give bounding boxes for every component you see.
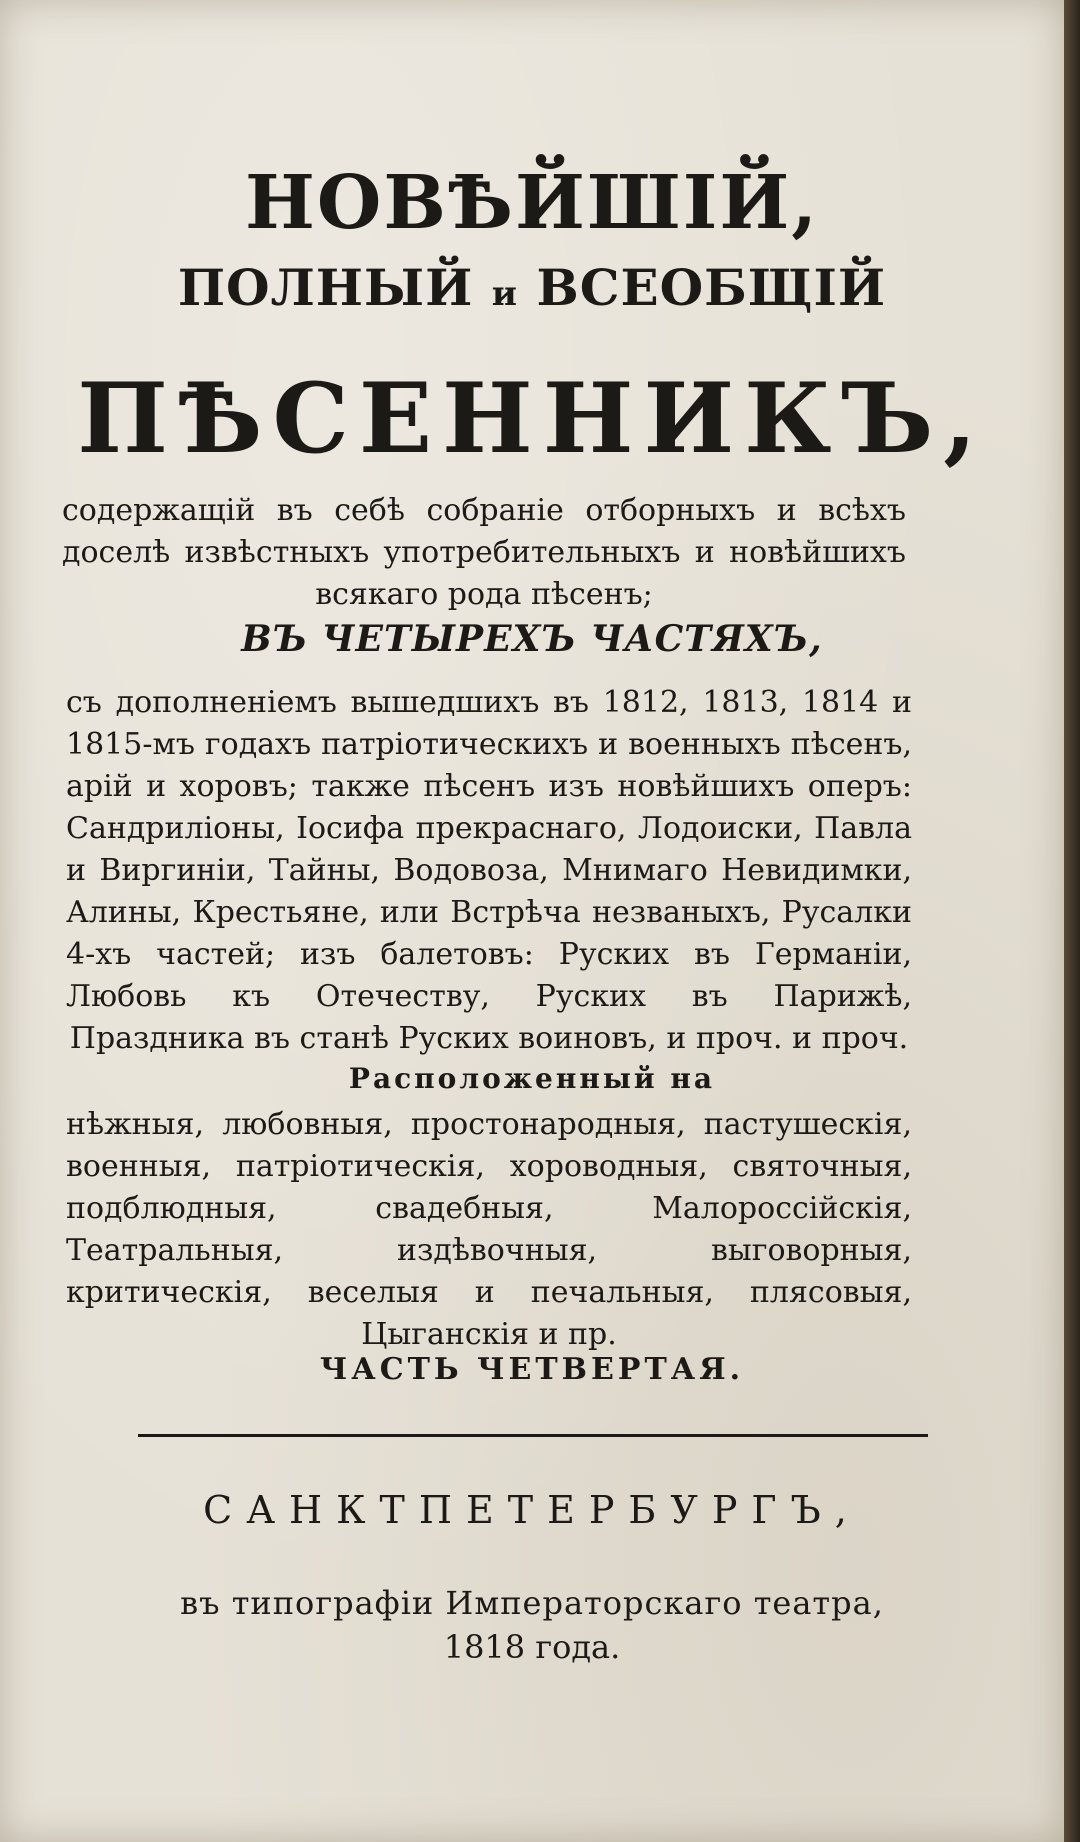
year-imprint: 1818 года. bbox=[443, 1628, 621, 1666]
title-word-universal: ВСЕОБЩІЙ bbox=[536, 258, 887, 317]
genres-paragraph: нѣжныя, любовныя, простонародныя, пастушескія, военныя, патріотическія, хороводныя, святочныя, подблюдныя, свадебныя, Малороссійскія, Театральныя, издѣвочныя, выговорныя, критическія, веселыя и печальныя, плясовыя, Цыганскія и пр. bbox=[66, 1107, 912, 1352]
title-line-2 bbox=[0, 258, 1064, 317]
supplement-paragraph: съ дополненіемъ вышедшихъ въ 1812, 1813, 1814 и 1815-мъ годахъ патріотическихъ и военныхъ пѣсенъ, арій и хоровъ; также пѣсенъ изъ новѣйшихъ оперъ: Сандриліоны, Іосифа прекраснаго, Лодоиски, Павла и Виргиніи, Тайны, Водовоза, Мнимаго Невидимки, Алины, Крестьяне, или Встрѣча незваныхъ, Русалки 4-хъ частей; изъ балетовъ: Руских въ Германіи, Любовь къ Отечеству, Руских въ Парижѣ, Праздника въ станѣ Руских воиновъ, и проч. и проч. bbox=[66, 685, 912, 1056]
printer-imprint: въ типографіи Императорскаго театра, bbox=[180, 1584, 884, 1622]
city-imprint: САНКТПЕТЕРБУРГЪ, bbox=[203, 1488, 861, 1532]
title-word-and: и bbox=[491, 274, 519, 314]
part-number: ЧАСТЬ ЧЕТВЕРТАЯ. bbox=[319, 1352, 745, 1387]
arranged-label: Расположенный на bbox=[348, 1062, 716, 1095]
title-word-full: ПОЛНЫЙ bbox=[177, 258, 474, 317]
book-edge bbox=[1064, 0, 1080, 1842]
divider-rule bbox=[138, 1434, 928, 1437]
description-paragraph: содержащій въ себѣ собраніе отборныхъ и всѣхъ доселѣ извѣстныхъ употребительныхъ и новѣйшихъ всякаго рода пѣсенъ; bbox=[62, 493, 906, 612]
parts-heading: ВЪ ЧЕТЫРЕХЪ ЧАСТЯХЪ, bbox=[241, 618, 823, 660]
title-line-1: НОВѢЙШІЙ, bbox=[244, 160, 820, 246]
title-line-3: ПѢСЕННИКЪ, bbox=[77, 362, 987, 475]
